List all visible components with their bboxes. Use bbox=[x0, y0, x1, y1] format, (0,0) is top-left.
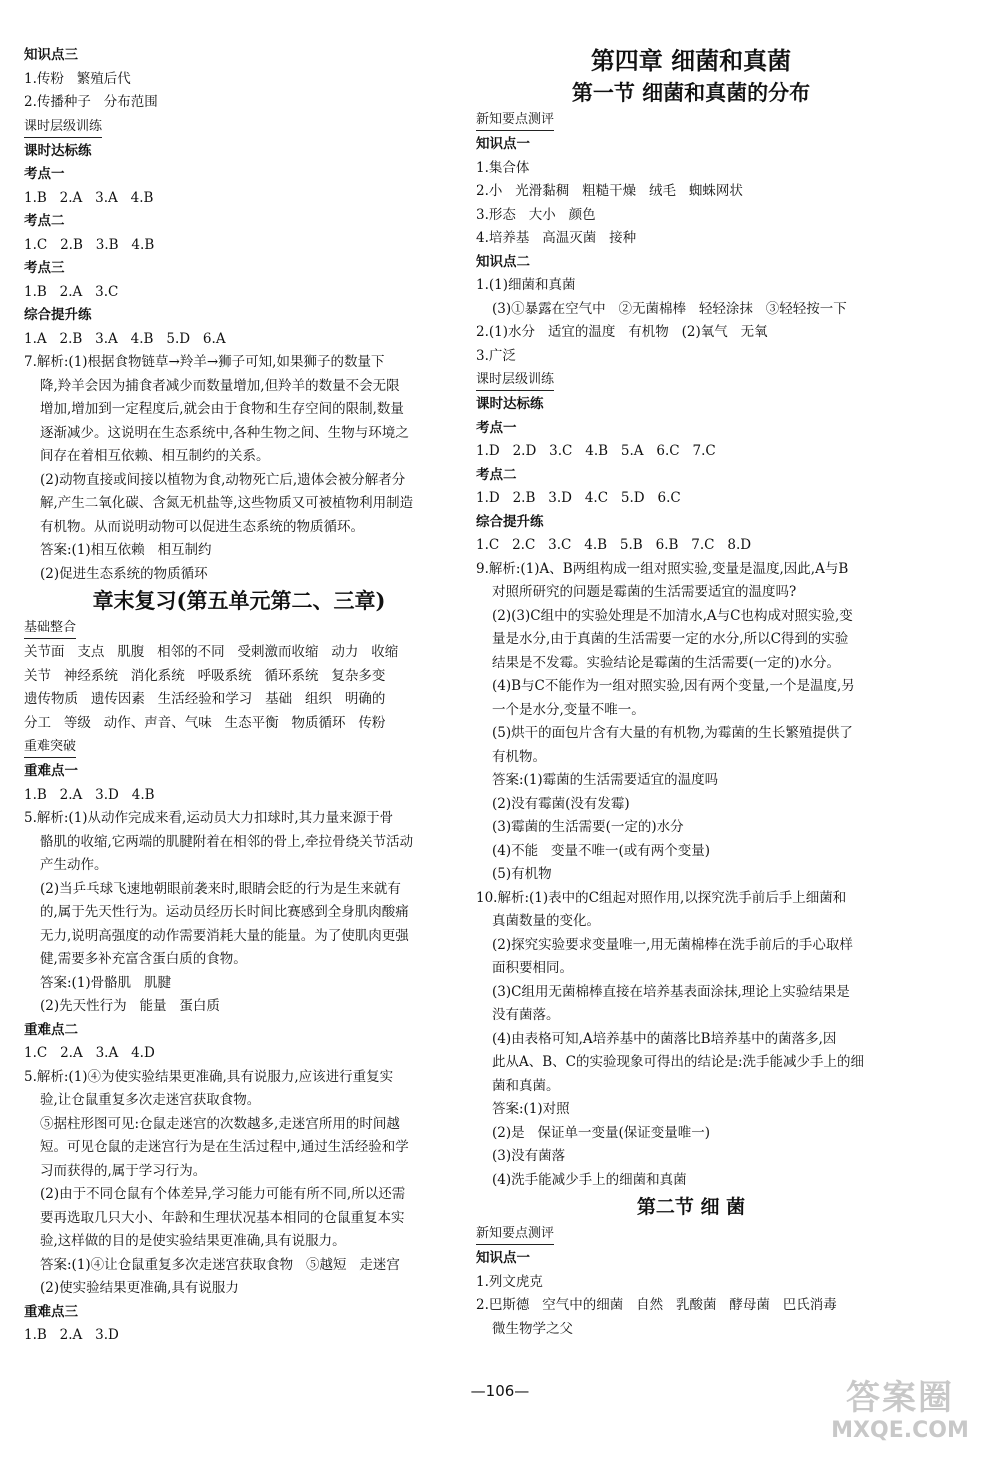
text-line: (3)没有菌落 bbox=[492, 1148, 566, 1164]
text-line: (3)C组用无菌棉棒直接在培养基表面涂抹,理论上实验结果是 bbox=[492, 983, 850, 1000]
text-line: 解,产生二氧化碳、含氮无机盐等,这些物质又可被植物利用制造 bbox=[40, 495, 414, 511]
text-line: 7.解析:(1)根据食物链草→羚羊→狮子可知,如果狮子的数量下 bbox=[24, 354, 385, 370]
text-line: 要再选取几只大小、年龄和生理状况基本相同的仓鼠重复本实 bbox=[40, 1209, 405, 1226]
page-number: —106— bbox=[470, 1382, 530, 1400]
subheading: 综合提升练 bbox=[476, 513, 544, 530]
text-line: (3)霉菌的生活需要(一定的)水分 bbox=[492, 819, 684, 835]
text-line: (4)B与C不能作为一组对照实验,因有两个变量,一个是温度,另 bbox=[492, 678, 855, 694]
text-line: 微生物学之父 bbox=[492, 1320, 573, 1337]
text-line: 此从A、B、C的实验现象可得出的结论是:洗手能减少手上的细 bbox=[492, 1054, 865, 1070]
subheading: 考点二 bbox=[476, 466, 517, 483]
text-line: 答案:(1)④让仓鼠重复多次走迷宫获取食物 ⑤越短 走迷宫 bbox=[40, 1256, 400, 1273]
watermark-mark: 答案圈 bbox=[846, 1378, 954, 1418]
text-line: 2.(1)水分 适宜的温度 有机物 (2)氧气 无氧 bbox=[476, 324, 768, 340]
text-line: 1.B 2.A 3.C bbox=[24, 283, 119, 300]
text-line: 2.传播种子 分布范围 bbox=[24, 94, 158, 110]
heading: 章末复习(第五单元第二、三章) bbox=[92, 588, 386, 613]
text-line: 关节面 支点 肌腹 相邻的不同 受刺激而收缩 动力 收缩 bbox=[24, 644, 399, 660]
section-row bbox=[24, 616, 454, 641]
text-line: 1.B 2.A 3.A 4.B bbox=[24, 189, 154, 206]
text-line: 对照所研究的问题是霉菌的生活需要适宜的温度吗? bbox=[492, 584, 797, 600]
text-line: 1.D 2.D 3.C 4.B 5.A 6.C 7.C bbox=[476, 443, 716, 459]
text-line: (5)有机物 bbox=[492, 866, 552, 882]
text-line: 面积要相同。 bbox=[492, 960, 573, 976]
text-line: (2)探究实验要求变量唯一,用无菌棉棒在洗手前后的手心取样 bbox=[492, 936, 853, 953]
subheading: 课时达标练 bbox=[476, 396, 544, 412]
text-line: (2)当乒乓球飞速地朝眼前袭来时,眼睛会眨的行为是生来就有 bbox=[40, 880, 401, 897]
text-line: 答案:(1)骨骼肌 肌腱 bbox=[40, 974, 172, 991]
heading: 第四章 细菌和真菌 bbox=[590, 46, 792, 75]
text-line: 无力,说明高强度的动作需要消耗大量的能量。为了使肌肉更强 bbox=[40, 927, 409, 944]
text-line: (2)促进生态系统的物质循环 bbox=[40, 565, 208, 582]
text-line: (5)烘干的面包片含有大量的有机物,为霉菌的生长繁殖提供了 bbox=[492, 725, 853, 741]
text-line: 一个是水分,变量不唯一。 bbox=[492, 701, 645, 718]
text-line: (2)使实验结果更准确,具有说服力 bbox=[40, 1280, 239, 1296]
text-line: (4)洗手能减少手上的细菌和真菌 bbox=[492, 1171, 687, 1188]
subheading: 知识点二 bbox=[476, 253, 530, 270]
section-row bbox=[476, 1222, 906, 1247]
text-line: (2)由于不同仓鼠有个体差异,学习能力可能有所不同,所以还需 bbox=[40, 1186, 406, 1202]
text-line: 10.解析:(1)表中的C组起对照作用,以探究洗手前后手上细菌和 bbox=[476, 889, 847, 906]
text-line: 1.C 2.A 3.A 4.D bbox=[24, 1045, 155, 1061]
text-line: 答案:(1)对照 bbox=[492, 1101, 570, 1117]
subheading: 考点二 bbox=[24, 213, 65, 229]
subheading: 重难点二 bbox=[24, 1021, 78, 1038]
section-label: 新知要点测评 bbox=[476, 110, 554, 131]
subheading: 综合提升练 bbox=[24, 307, 92, 323]
text-line: 逐渐减少。这说明在生态系统中,各种生物之间、生物与环境之 bbox=[40, 424, 409, 441]
text-line: (2)是 保证单一变量(保证变量唯一) bbox=[492, 1124, 711, 1141]
section-row bbox=[476, 108, 906, 133]
text-line: 短。可见仓鼠的走迷宫行为是在生活过程中,通过生活经验和学 bbox=[40, 1139, 409, 1155]
text-line: 1.传粉 繁殖后代 bbox=[24, 70, 131, 87]
section-row bbox=[24, 115, 454, 140]
text-line: 2.巴斯德 空气中的细菌 自然 乳酸菌 酵母菌 巴氏消毒 bbox=[476, 1297, 837, 1313]
section-label: 课时层级训练 bbox=[24, 117, 102, 138]
subheading: 考点一 bbox=[24, 166, 65, 182]
text-line: 健,需要多补充富含蛋白质的食物。 bbox=[40, 951, 247, 967]
text-line: 3.形态 大小 颜色 bbox=[476, 206, 596, 223]
text-line: 1.C 2.C 3.C 4.B 5.B 6.B 7.C 8.D bbox=[476, 537, 752, 553]
text-line: 1.B 2.A 3.D bbox=[24, 1327, 119, 1343]
text-line: 1.C 2.B 3.B 4.B bbox=[24, 236, 155, 253]
text-line: (2)(3)C组中的实验处理是不加清水,A与C也构成对照实验,变 bbox=[492, 607, 853, 624]
text-line: (4)不能 变量不唯一(或有两个变量) bbox=[492, 842, 711, 859]
watermark-domain: MXQE.COM bbox=[831, 1418, 969, 1443]
text-line: (2)动物直接或间接以植物为食,动物死亡后,遗体会被分解者分 bbox=[40, 471, 406, 488]
section-label: 基础整合 bbox=[24, 618, 76, 639]
text-line: (3)①暴露在空气中 ②无菌棉棒 轻轻涂抹 ③轻轻按一下 bbox=[492, 300, 847, 317]
right-column bbox=[476, 44, 906, 1341]
text-line: 有机物。 bbox=[492, 748, 546, 765]
subheading: 知识点三 bbox=[24, 47, 78, 63]
text-line: 验,让仓鼠重复多次走迷宫获取食物。 bbox=[40, 1092, 261, 1108]
subheading: 考点一 bbox=[476, 419, 517, 436]
left-column bbox=[24, 44, 454, 1348]
text-line: 答案:(1)霉菌的生活需要适宜的温度吗 bbox=[492, 772, 719, 788]
text-line: 结果是不发霉。实验结论是霉菌的生活需要(一定的)水分。 bbox=[492, 654, 841, 671]
text-line: 降,羚羊会因为捕食者减少而数量增加,但羚羊的数量不会无限 bbox=[40, 377, 400, 394]
text-line: 1.D 2.B 3.D 4.C 5.D 6.C bbox=[476, 490, 681, 506]
heading: 第二节 细 菌 bbox=[636, 1196, 746, 1218]
section-label: 课时层级训练 bbox=[476, 370, 554, 391]
text-line: 答案:(1)相互依赖 相互制约 bbox=[40, 542, 212, 558]
text-line: 菌和真菌。 bbox=[492, 1077, 560, 1094]
text-line: 5.解析:(1)从动作完成来看,运动员大力扣球时,其力量来源于骨 bbox=[24, 810, 394, 826]
text-line: 骼肌的收缩,它两端的肌腱附着在相邻的骨上,牵拉骨绕关节活动 bbox=[40, 833, 414, 850]
subheading: 知识点一 bbox=[476, 1250, 530, 1266]
text-line: 分工 等级 动作、声音、气味 生态平衡 物质循环 传粉 bbox=[24, 714, 386, 731]
text-line: 2.小 光滑黏稠 粗糙干燥 绒毛 蜘蛛网状 bbox=[476, 183, 743, 199]
text-line: (2)先天性行为 能量 蛋白质 bbox=[40, 998, 220, 1014]
subheading: 课时达标练 bbox=[24, 142, 92, 159]
text-line: ⑤据柱形图可见:仓鼠走迷宫的次数越多,走迷宫所用的时间越 bbox=[40, 1115, 400, 1132]
text-line: 1.列文虎克 bbox=[476, 1273, 543, 1290]
text-line: 产生动作。 bbox=[40, 857, 108, 873]
text-line: 真菌数量的变化。 bbox=[492, 913, 600, 929]
text-line: 有机物。从而说明动物可以促进生态系统的物质循环。 bbox=[40, 518, 364, 535]
text-line: 量是水分,由于真菌的生活需要一定的水分,所以C得到的实验 bbox=[492, 631, 849, 647]
text-line: 1.B 2.A 3.D 4.B bbox=[24, 786, 155, 803]
section-label: 新知要点测评 bbox=[476, 1224, 554, 1245]
subheading: 重难点一 bbox=[24, 763, 78, 779]
text-line: 间存在着相互依赖、相互制约的关系。 bbox=[40, 448, 270, 464]
subheading: 知识点一 bbox=[476, 136, 530, 152]
text-line: 没有菌落。 bbox=[492, 1007, 560, 1023]
text-line: 4.培养基 高温灭菌 接种 bbox=[476, 230, 637, 246]
text-line: (2)没有霉菌(没有发霉) bbox=[492, 795, 630, 812]
text-line: 1.集合体 bbox=[476, 159, 530, 176]
text-line: 5.解析:(1)④为使实验结果更准确,具有说服力,应该进行重复实 bbox=[24, 1068, 394, 1085]
heading: 第一节 细菌和真菌的分布 bbox=[571, 80, 811, 105]
section-row bbox=[24, 735, 454, 760]
text-line: 的,属于先天性行为。运动员经历长时间比赛感到全身肌肉酸痛 bbox=[40, 904, 409, 920]
text-line: 1.A 2.B 3.A 4.B 5.D 6.A bbox=[24, 330, 226, 347]
text-line: (4)由表格可知,A培养基中的菌落比B培养基中的菌落多,因 bbox=[492, 1030, 837, 1047]
section-label: 重难突破 bbox=[24, 737, 76, 758]
subheading: 考点三 bbox=[24, 260, 65, 276]
text-line: 关节 神经系统 消化系统 呼吸系统 循环系统 复杂多变 bbox=[24, 667, 386, 684]
subheading: 重难点三 bbox=[24, 1303, 78, 1320]
section-row bbox=[476, 368, 906, 393]
text-line: 9.解析:(1)A、B两组构成一组对照实验,变量是温度,因此,A与B bbox=[476, 560, 849, 577]
text-line: 习而获得的,属于学习行为。 bbox=[40, 1162, 207, 1179]
text-line: 遗传物质 遗传因素 生活经验和学习 基础 组织 明确的 bbox=[24, 691, 386, 707]
watermark-logo bbox=[820, 1378, 980, 1458]
text-line: 1.(1)细菌和真菌 bbox=[476, 277, 576, 293]
text-line: 验,这样做的目的是使实验结果更准确,具有说服力。 bbox=[40, 1233, 346, 1249]
text-line: 增加,增加到一定程度后,就会由于食物和生存空间的限制,数量 bbox=[40, 401, 404, 417]
text-line: 3.广泛 bbox=[476, 347, 516, 364]
